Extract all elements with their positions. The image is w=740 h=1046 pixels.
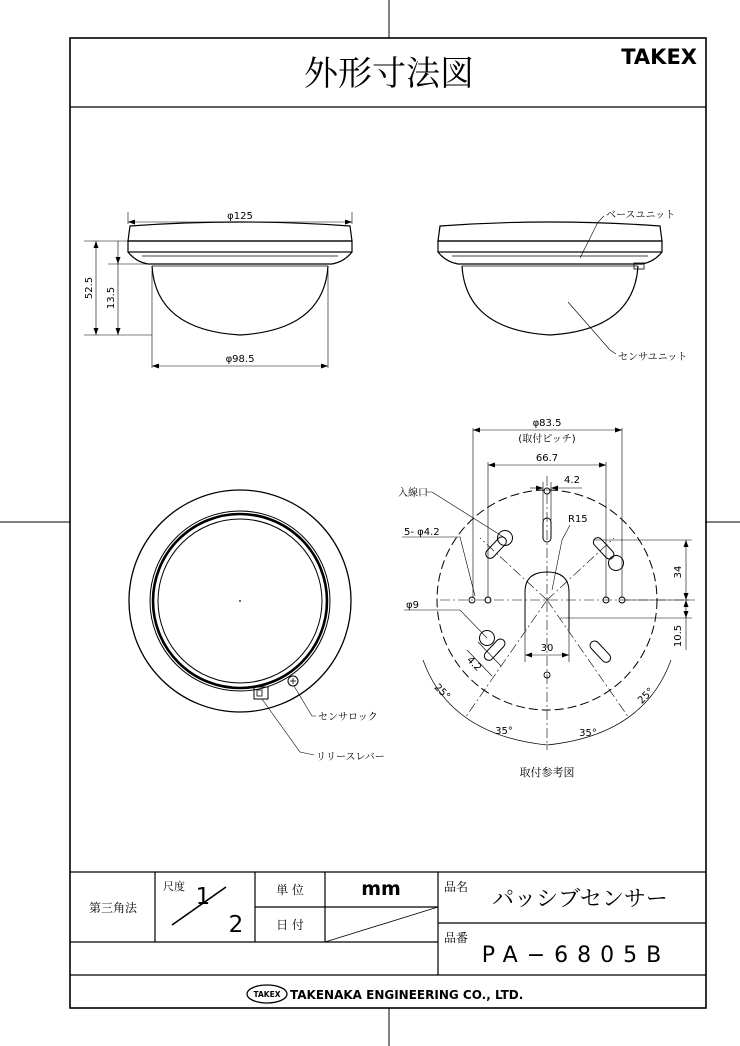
- dim-34: 34: [673, 565, 684, 579]
- angle-25-left: 25°: [431, 682, 452, 703]
- label-holes: 5- φ4.2: [404, 527, 440, 538]
- side-view-arrows: [94, 220, 353, 369]
- label-r15: R15: [568, 514, 588, 525]
- dim-10-5: 10.5: [673, 624, 684, 648]
- dim-4-2-top: 4.2: [564, 475, 580, 486]
- product-name: パッシブセンサー: [492, 887, 668, 912]
- unit-label: 単 位: [276, 883, 304, 897]
- date-label: 日 付: [276, 918, 304, 932]
- mounting-caption: 取付参考図: [519, 766, 575, 779]
- outer-frame: [70, 38, 706, 1008]
- logo-mark-text: TAKEX: [253, 990, 281, 999]
- dim-4-2-bottom: 4.2: [464, 654, 484, 674]
- product-name-label: 品名: [444, 880, 469, 894]
- side-view: [84, 212, 352, 368]
- side-view-labeled: [438, 216, 662, 354]
- page-title: 外形寸法図: [304, 54, 474, 94]
- product-no: PA−6805B: [481, 943, 671, 968]
- dim-66-7: 66.7: [535, 453, 559, 464]
- label-base-unit: ベースユニット: [606, 210, 676, 221]
- mounting-arrows: [473, 428, 689, 658]
- company-logo: [247, 985, 287, 1003]
- label-phi9: φ9: [406, 600, 419, 611]
- label-sensor-unit: センサユニット: [618, 352, 688, 363]
- scale-numerator: 1: [195, 884, 211, 910]
- projection-method: 第三角法: [88, 901, 138, 915]
- label-sensor-lock: センサロック: [318, 712, 378, 723]
- dim-height-base: 13.5: [106, 286, 117, 310]
- mounting-reference: [402, 428, 695, 750]
- product-no-label: 品番: [444, 931, 469, 945]
- company-name: TAKENAKA ENGINEERING CO., LTD.: [290, 988, 524, 1002]
- label-release-lever: リリースレバー: [316, 752, 385, 763]
- scale-denominator: 2: [228, 912, 244, 938]
- dim-pitch-diameter: φ83.5: [532, 418, 562, 429]
- dim-diameter-top: φ125: [227, 211, 253, 222]
- dim-30: 30: [540, 643, 554, 654]
- unit-value: mm: [361, 878, 401, 900]
- angle-25-right: 25°: [636, 686, 657, 707]
- dim-pitch-note: (取付ピッチ): [518, 434, 576, 445]
- dim-diameter-bottom: φ98.5: [225, 354, 255, 365]
- angle-35-left: 35°: [495, 726, 513, 737]
- scale-label: 尺度: [163, 880, 185, 893]
- dim-height-total: 52.5: [84, 276, 95, 300]
- label-wire-inlet: 入線口: [398, 488, 428, 499]
- angle-35-right: 35°: [579, 728, 597, 739]
- brand-logo: TAKEX: [621, 45, 697, 69]
